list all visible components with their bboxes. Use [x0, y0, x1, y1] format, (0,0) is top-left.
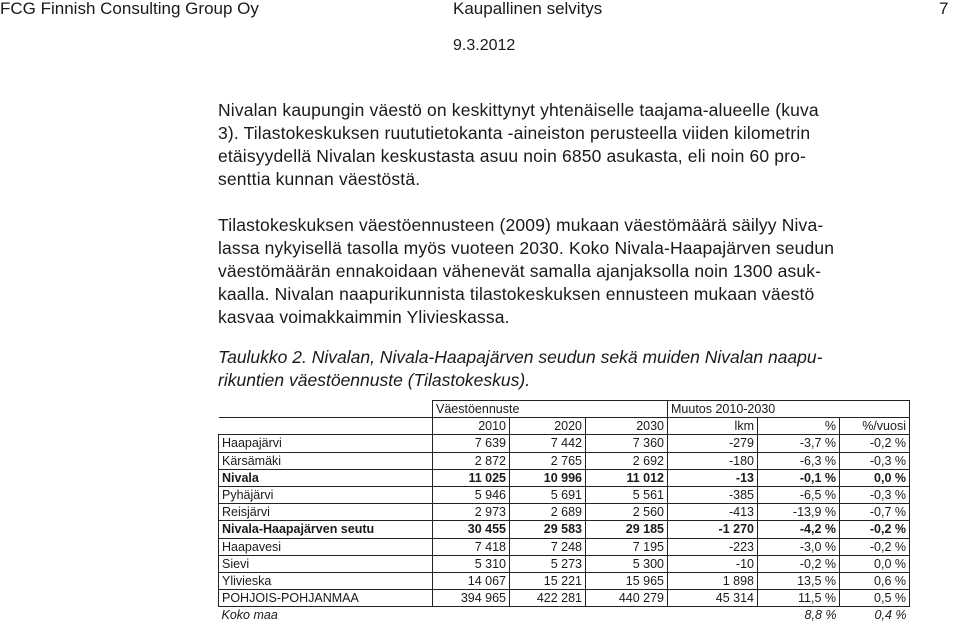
- cell-value: 422 281: [510, 590, 586, 607]
- cell-value: 0,6 %: [840, 572, 910, 589]
- cell-value: -3,7 %: [758, 435, 840, 452]
- paragraph-line: väestömäärän ennakoidaan vähenevät samalla ajanjaksolla noin 1300 asuk-: [218, 261, 822, 281]
- group-header-change: Muutos 2010-2030: [668, 401, 910, 418]
- cell-value: -0,7 %: [840, 504, 910, 521]
- paragraph-line: Tilastokeskuksen väestöennusteen (2009) mukaan väestömäärä säilyy Niva-: [218, 215, 824, 235]
- cell-value: -279: [668, 435, 758, 452]
- table-row: [219, 486, 910, 503]
- cell-value: -0,1 %: [758, 469, 840, 486]
- cell-value: 1 898: [668, 572, 758, 589]
- caption-line: Taulukko 2. Nivalan, Nivala-Haapajärven seudun sekä muiden Nivalan naapu-: [218, 347, 823, 367]
- cell-value: 7 418: [433, 538, 510, 555]
- empty-cell: [668, 607, 758, 624]
- cell-value: -6,3 %: [758, 452, 840, 469]
- cell-value: 0,5 %: [840, 590, 910, 607]
- column-header: 2010: [433, 418, 510, 435]
- cell-value: 2 973: [433, 504, 510, 521]
- cell-value: 2 872: [433, 452, 510, 469]
- cell-value: -0,2 %: [840, 435, 910, 452]
- cell-value: -413: [668, 504, 758, 521]
- paragraph-2: [218, 214, 953, 329]
- population-forecast-table: [218, 400, 910, 623]
- cell-value: 11 012: [586, 469, 668, 486]
- cell-value: 5 273: [510, 555, 586, 572]
- row-name: Nivala-Haapajärven seutu: [219, 521, 433, 538]
- cell-value: 29 583: [510, 521, 586, 538]
- cell-value: 5 300: [586, 555, 668, 572]
- cell-value: 13,5 %: [758, 572, 840, 589]
- cell-value: 2 765: [510, 452, 586, 469]
- paragraph-line: kasvaa voimakkaimmin Ylivieskassa.: [218, 307, 510, 327]
- cell-value: -4,2 %: [758, 521, 840, 538]
- cell-value: -0,3 %: [840, 452, 910, 469]
- cell-value: 29 185: [586, 521, 668, 538]
- cell-value: 14 067: [433, 572, 510, 589]
- cell-value: 15 221: [510, 572, 586, 589]
- cell-value: 11 025: [433, 469, 510, 486]
- row-name: Haapavesi: [219, 538, 433, 555]
- cell-value: 7 360: [586, 435, 668, 452]
- cell-value: -13: [668, 469, 758, 486]
- cell-value: 45 314: [668, 590, 758, 607]
- column-header: %/vuosi: [840, 418, 910, 435]
- column-header: 2020: [510, 418, 586, 435]
- row-name: Kärsämäki: [219, 452, 433, 469]
- cell-value: 7 195: [586, 538, 668, 555]
- cell-value: -0,3 %: [840, 486, 910, 503]
- paragraph-line: kaalla. Nivalan naapurikunnista tilastokeskuksen ennusteen mukaan väestö: [218, 284, 815, 304]
- paragraph-line: Nivalan kaupungin väestö on keskittynyt yhtenäiselle taajama-alueelle (kuva: [218, 100, 819, 120]
- table-total-row: [219, 607, 910, 624]
- cell-value: -10: [668, 555, 758, 572]
- table-row: [219, 435, 910, 452]
- total-cell: 0,4 %: [874, 608, 907, 623]
- cell-value: 2 560: [586, 504, 668, 521]
- cell-value: 5 691: [510, 486, 586, 503]
- cell-value: -13,9 %: [758, 504, 840, 521]
- cell-value: 0,0 %: [840, 555, 910, 572]
- cell-value: -180: [668, 452, 758, 469]
- cell-value: 2 692: [586, 452, 668, 469]
- cell-value: 11,5 %: [758, 590, 840, 607]
- column-header: %: [758, 418, 840, 435]
- cell-value: 5 946: [433, 486, 510, 503]
- header-company: FCG Finnish Consulting Group Oy: [0, 0, 259, 18]
- cell-value: -0,2 %: [840, 521, 910, 538]
- table-row: [219, 469, 910, 486]
- cell-value: 7 442: [510, 435, 586, 452]
- row-name: Ylivieska: [219, 572, 433, 589]
- paragraph-1: [218, 99, 953, 191]
- table-corner: [219, 418, 433, 435]
- cell-value: 5 561: [586, 486, 668, 503]
- table-group-header-row: [219, 401, 910, 418]
- cell-value: 15 965: [586, 572, 668, 589]
- empty-cell: [586, 607, 668, 624]
- empty-cell: [510, 607, 586, 624]
- cell-value: -6,5 %: [758, 486, 840, 503]
- table-row: [219, 538, 910, 555]
- header-doc-title: Kaupallinen selvitys: [453, 0, 603, 18]
- cell-value: -3,0 %: [758, 538, 840, 555]
- paragraph-line: etäisyydellä Nivalan keskustasta asuu noin 6850 asukasta, eli noin 60 pro-: [218, 146, 806, 166]
- total-cell: Koko maa: [221, 608, 278, 623]
- table-row: [219, 452, 910, 469]
- table-row: [219, 590, 910, 607]
- cell-value: 5 310: [433, 555, 510, 572]
- table-column-header-row: [219, 418, 910, 435]
- row-name: POHJOIS-POHJANMAA: [219, 590, 433, 607]
- cell-value: 0,0 %: [840, 469, 910, 486]
- table-caption: [218, 346, 953, 392]
- caption-line: rikuntien väestöennuste (Tilastokeskus).: [218, 370, 531, 390]
- column-header: lkm: [668, 418, 758, 435]
- column-header: 2030: [586, 418, 668, 435]
- group-header-forecast: Väestöennuste: [433, 401, 668, 418]
- paragraph-line: lassa nykyisellä tasolla myös vuoteen 2030. Koko Nivala-Haapajärven seudun: [218, 238, 835, 258]
- cell-value: -223: [668, 538, 758, 555]
- table-row: [219, 521, 910, 538]
- header-date: 9.3.2012: [453, 37, 516, 54]
- cell-value: -1 270: [668, 521, 758, 538]
- row-name: Pyhäjärvi: [219, 486, 433, 503]
- row-name: Haapajärvi: [219, 435, 433, 452]
- table-row: [219, 572, 910, 589]
- cell-value: -385: [668, 486, 758, 503]
- header-page-number: 7: [939, 0, 949, 18]
- cell-value: 7 639: [433, 435, 510, 452]
- cell-value: 440 279: [586, 590, 668, 607]
- cell-value: 10 996: [510, 469, 586, 486]
- empty-cell: [433, 607, 510, 624]
- cell-value: 30 455: [433, 521, 510, 538]
- cell-value: -0,2 %: [758, 555, 840, 572]
- cell-value: 7 248: [510, 538, 586, 555]
- row-name: Nivala: [219, 469, 433, 486]
- paragraph-line: senttia kunnan väestöstä.: [218, 169, 421, 189]
- paragraph-line: 3). Tilastokeskuksen ruututietokanta -aineiston perusteella viiden kilometrin: [218, 123, 811, 143]
- row-name: Reisjärvi: [219, 504, 433, 521]
- row-name: Sievi: [219, 555, 433, 572]
- table-row: [219, 504, 910, 521]
- cell-value: 394 965: [433, 590, 510, 607]
- table-row: [219, 555, 910, 572]
- cell-value: 2 689: [510, 504, 586, 521]
- cell-value: -0,2 %: [840, 538, 910, 555]
- total-cell: 8,8 %: [804, 608, 837, 623]
- table-corner: [219, 401, 433, 418]
